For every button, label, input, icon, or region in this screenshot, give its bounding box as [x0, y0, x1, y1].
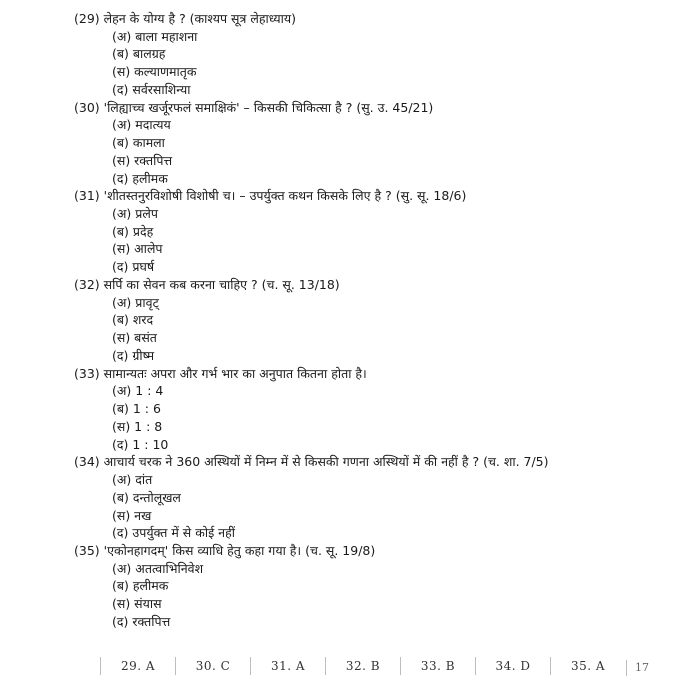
question-35: [74, 542, 664, 631]
question-33: [74, 365, 664, 454]
option-a: (अ) मदात्यय: [112, 117, 171, 133]
question-text: (34) आचार्य चरक ने 360 अस्थियों में निम्न में से किसकी गणना अस्थियों में की नहीं है ? (च. शा. 7/5): [74, 454, 549, 470]
question-text: (33) सामान्यतः अपरा और गर्भ भार का अनुपात कितना होता है।: [74, 365, 367, 381]
answer-35: 35. A: [550, 657, 625, 675]
option-a: (अ) बाला महाशना: [112, 28, 198, 44]
option-d: (द) 1 : 10: [112, 436, 169, 452]
option-d: (द) रक्तपित्त: [112, 614, 171, 630]
option-b: (ब) कामला: [112, 134, 165, 150]
option-c: (स) नख: [112, 507, 152, 523]
answer-key: [100, 654, 660, 678]
option-c: (स) 1 : 8: [112, 418, 163, 434]
question-29: [74, 10, 664, 99]
option-a: (अ) अतत्वाभिनिवेश: [112, 560, 204, 576]
option-a: (अ) प्रावृट्: [112, 294, 159, 310]
question-32: [74, 276, 664, 365]
answer-34: 34. D: [475, 657, 550, 675]
option-b: (ब) बालग्रह: [112, 46, 166, 62]
option-d: (द) प्रघर्ष: [112, 259, 155, 275]
question-text: (31) 'शीतस्तनुरविशोषी विशोषी च। – उपर्युक्त कथन किसके लिए है ? (सु. सू. 18/6): [74, 188, 467, 204]
option-b: (ब) 1 : 6: [112, 401, 161, 417]
answer-31: 31. A: [250, 657, 325, 675]
option-b: (ब) हलीमक: [112, 578, 169, 594]
question-text: (32) सर्पि का सेवन कब करना चाहिए ? (च. सू. 13/18): [74, 277, 340, 293]
answer-30: 30. C: [175, 657, 250, 675]
option-d: (द) हलीमक: [112, 170, 168, 186]
option-b: (ब) शरद: [112, 312, 154, 328]
question-text: (35) 'एकोनहागदम्' किस व्याधि हेतु कहा गया है। (च. सू. 19/8): [74, 543, 376, 559]
question-30: [74, 99, 664, 188]
question-text: (30) 'लिह्याच्च खर्जूरफलं समाक्षिकं' – किसकी चिकित्सा है ? (सु. उ. 45/21): [74, 99, 434, 115]
option-d: (द) सर्वरसाशिन्या: [112, 81, 191, 97]
answer-33: 33. B: [400, 657, 475, 675]
option-c: (स) कल्याणमातृक: [112, 64, 197, 80]
option-b: (ब) प्रदेह: [112, 223, 154, 239]
option-a: (अ) 1 : 4: [112, 383, 164, 399]
option-c: (स) संयास: [112, 596, 162, 612]
question-31: [74, 187, 664, 276]
question-text: (29) लेहन के योग्य है ? (काश्यप सूत्र लेहाध्याय): [74, 11, 297, 26]
question-34: [74, 453, 664, 542]
option-d: (द) ग्रीष्म: [112, 347, 155, 363]
page-number: 17: [626, 660, 657, 676]
answer-29: 29. A: [100, 657, 175, 675]
question-list: [74, 10, 664, 631]
option-a: (अ) प्रलेप: [112, 205, 158, 221]
option-b: (ब) दन्तोलूखल: [112, 489, 181, 505]
option-d: (द) उपर्युक्त में से कोई नहीं: [112, 525, 235, 541]
option-c: (स) आलेप: [112, 241, 163, 257]
option-c: (स) रक्तपित्त: [112, 152, 173, 168]
option-a: (अ) दांत: [112, 471, 153, 487]
answer-32: 32. B: [325, 657, 400, 675]
option-c: (स) बसंत: [112, 330, 157, 346]
